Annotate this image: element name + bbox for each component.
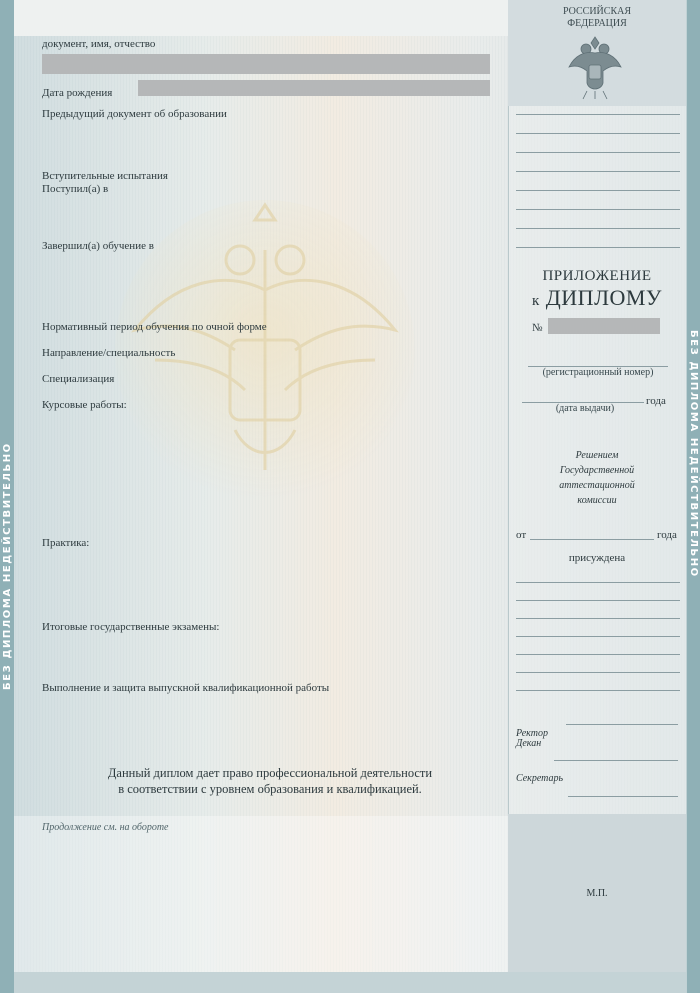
double-headed-eagle-icon — [565, 35, 625, 101]
award-line-3 — [516, 618, 680, 619]
statement-line-2: в соответствии с уровнем образования и квалификацией. — [118, 782, 422, 796]
seal-placeholder: М.П. — [586, 888, 608, 899]
state-exams-label: Итоговые государственные экзамены: — [42, 621, 220, 633]
direction-label: Направление/специальность — [42, 347, 176, 359]
award-line-4 — [516, 636, 680, 637]
previous-document-label: Предыдущий документ об образовании — [42, 108, 227, 120]
header-line-3 — [516, 152, 680, 153]
secretary-signature-line — [568, 796, 678, 797]
completed-label: Завершил(а) обучение в — [42, 240, 154, 252]
country-line-1: РОССИЙСКАЯ — [562, 6, 632, 17]
awarded-label: присуждена — [568, 552, 626, 564]
birth-date-label: Дата рождения — [42, 87, 113, 99]
header-line-7 — [516, 228, 680, 229]
header-line-2 — [516, 133, 680, 134]
award-line-6 — [516, 672, 680, 673]
top-band — [14, 0, 510, 36]
reg-number-caption: (регистрационный номер) — [542, 367, 654, 378]
issue-date-caption: (дата выдачи) — [555, 403, 615, 414]
diploma-title — [508, 285, 686, 311]
dean-label: Декан — [516, 738, 542, 749]
rights-statement — [40, 765, 500, 797]
award-line-2 — [516, 600, 680, 601]
country-line-2: ФЕДЕРАЦИЯ — [567, 18, 627, 29]
title-diploma: ДИПЛОМУ — [545, 285, 663, 310]
decision-line-1: Решением — [575, 450, 619, 461]
admitted-label: Поступил(а) в — [42, 183, 109, 195]
award-line-1 — [516, 582, 680, 583]
coursework-label: Курсовые работы: — [42, 399, 127, 411]
right-vertical-warning: БЕЗ ДИПЛОМА НЕДЕЙСТВИТЕЛЬНО — [688, 330, 699, 578]
study-period-label: Нормативный период обучения по очной форме — [42, 321, 267, 333]
practice-label: Практика: — [42, 537, 90, 549]
birth-date-redacted — [138, 80, 490, 96]
entrance-exams-label: Вступительные испытания — [42, 170, 168, 182]
header-line-6 — [516, 209, 680, 210]
rector-signature-line — [566, 724, 678, 725]
decision-year-suffix: года — [657, 529, 677, 541]
title-k: к — [531, 293, 540, 309]
number-label: № — [532, 322, 543, 334]
decision-line-2: Государственной — [559, 465, 635, 476]
dean-signature-line — [554, 760, 678, 761]
statement-line-1: Данный диплом дает право профессиональной деятельности — [107, 766, 433, 780]
bottom-band — [14, 816, 510, 976]
rector-label: Ректор — [516, 728, 548, 739]
footer-band — [14, 972, 686, 993]
thesis-label: Выполнение и защита выпускной квалификационной работы — [42, 682, 330, 694]
specialization-label: Специализация — [42, 373, 115, 385]
appendix-title: ПРИЛОЖЕНИЕ — [542, 268, 652, 284]
issue-year-suffix: года — [646, 395, 666, 407]
decision-date-line — [530, 539, 654, 540]
secretary-label: Секретарь — [516, 773, 564, 784]
header-line-8 — [516, 247, 680, 248]
header-line-4 — [516, 171, 680, 172]
award-line-7 — [516, 690, 680, 691]
award-line-5 — [516, 654, 680, 655]
full-name-redacted — [42, 54, 490, 74]
decision-line-3: аттестационной — [559, 480, 635, 491]
left-vertical-warning: БЕЗ ДИПЛОМА НЕДЕЙСТВИТЕЛЬНО — [2, 442, 13, 690]
watermark-eagle-icon — [115, 190, 415, 500]
continuation-note: Продолжение см. на обороте — [42, 822, 169, 833]
decision-line-4: комиссии — [577, 495, 617, 506]
full-name-label: документ, имя, отчество — [42, 38, 156, 50]
from-label: от — [516, 529, 527, 541]
diploma-number-redacted — [548, 318, 660, 334]
header-line-1 — [516, 114, 680, 115]
header-line-5 — [516, 190, 680, 191]
